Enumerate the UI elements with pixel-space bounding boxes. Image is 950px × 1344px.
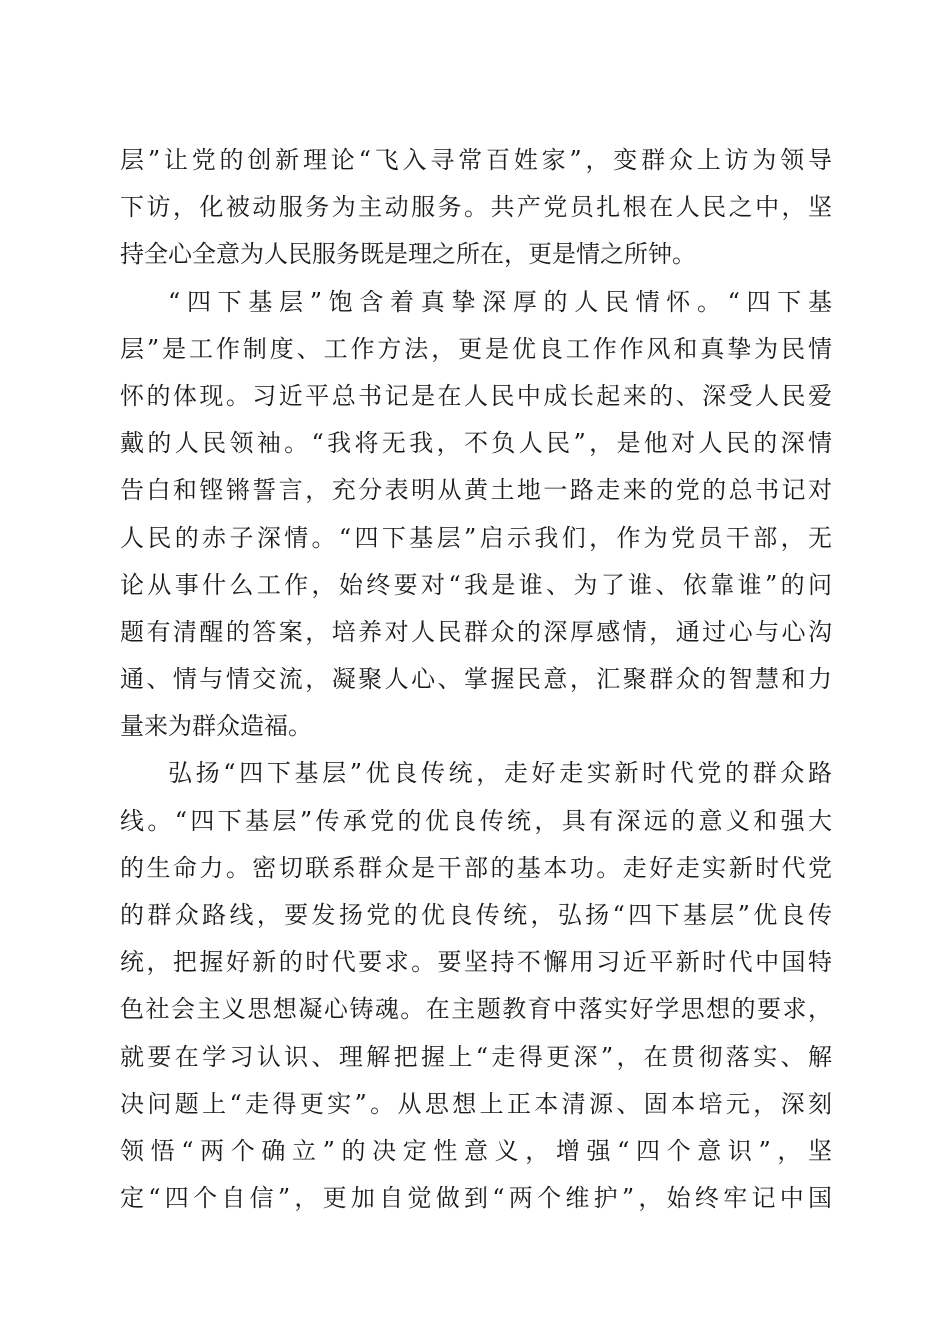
text-line: 人民的赤子深情。“四下基层”启示我们，作为党员干部，无 <box>120 523 832 552</box>
text-line: 持全心全意为人民服务既是理之所在，更是情之所钟。 <box>120 240 696 269</box>
text-line: 色社会主义思想凝心铸魂。在主题教育中落实好学思想的要求， <box>120 995 832 1024</box>
body-text <box>120 137 832 1222</box>
text-line: 论从事什么工作，始终要对“我是谁、为了谁、依靠谁”的问 <box>120 570 832 599</box>
text-line: 的群众路线，要发扬党的优良传统，弘扬“四下基层”优良传 <box>120 901 832 929</box>
text-line: 下访，化被动服务为主动服务。共产党员扎根在人民之中，坚 <box>120 193 832 222</box>
text-line: 量来为群众造福。 <box>120 712 312 741</box>
text-line: 决问题上“走得更实”。从思想上正本清源、固本培元，深刻 <box>120 1089 832 1118</box>
text-line: 层”是工作制度、工作方法，更是优良工作作风和真挚为民情 <box>120 334 832 363</box>
paragraph-start-line: 弘扬“四下基层”优良传统，走好走实新时代党的群众路 <box>168 759 832 788</box>
text-line: 定“四个自信”，更加自觉做到“两个维护”，始终牢记中国 <box>120 1184 832 1213</box>
text-line: 线。“四下基层”传承党的优良传统，具有深远的意义和强大 <box>120 806 832 835</box>
text-line: 领悟“两个确立”的决定性意义，增强“四个意识”，坚 <box>120 1136 832 1165</box>
text-line: 统，把握好新的时代要求。要坚持不懈用习近平新时代中国特 <box>120 948 832 977</box>
text-line: 怀的体现。习近平总书记是在人民中成长起来的、深受人民爱 <box>120 381 832 410</box>
text-line: 戴的人民领袖。“我将无我，不负人民”，是他对人民的深情 <box>120 429 832 458</box>
text-line: 通、情与情交流，凝聚人心、掌握民意，汇聚群众的智慧和力 <box>120 665 832 694</box>
text-line: 题有清醒的答案，培养对人民群众的深厚感情，通过心与心沟 <box>120 617 832 646</box>
text-line: 告白和铿锵誓言，充分表明从黄土地一路走来的党的总书记对 <box>120 476 832 505</box>
paragraph-start-line: “四下基层”饱含着真挚深厚的人民情怀。“四下基 <box>168 287 832 316</box>
text-line: 的生命力。密切联系群众是干部的基本功。走好走实新时代党 <box>120 853 832 882</box>
text-line: 就要在学习认识、理解把握上“走得更深”，在贯彻落实、解 <box>120 1042 832 1071</box>
text-line: 层”让党的创新理论“飞入寻常百姓家”，变群众上访为领导 <box>120 146 832 174</box>
